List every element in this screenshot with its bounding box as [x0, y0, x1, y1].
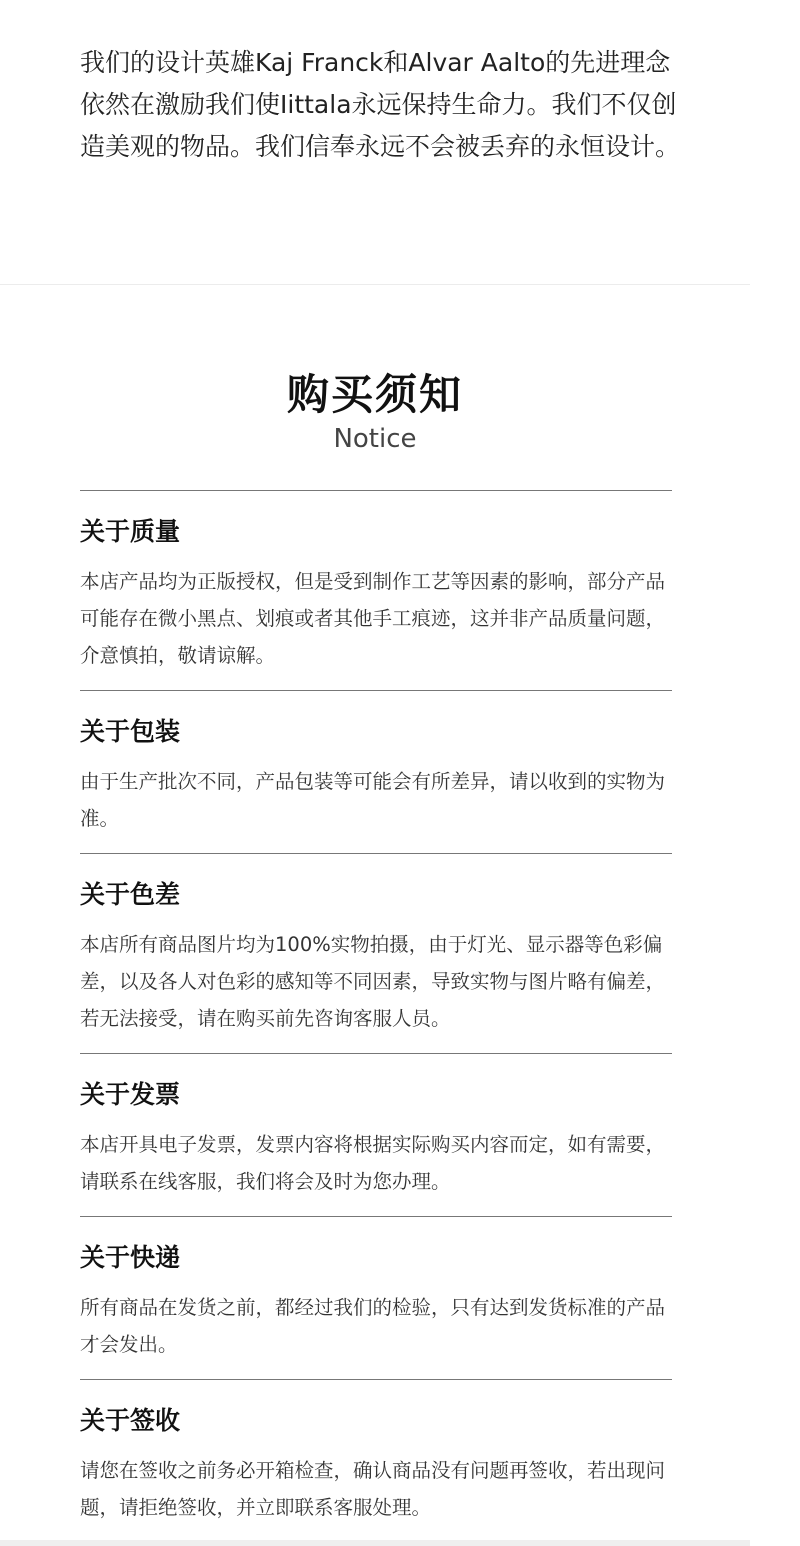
section-heading: 关于快递: [80, 1243, 181, 1272]
notice-section-shipping: [80, 1216, 672, 1379]
section-body: 本店产品均为正版授权，但是受到制作工艺等因素的影响，部分产品可能存在微小黑点、划痕或者其他手工痕迹，这并非产品质量问题，介意慎拍，敬请谅解。: [80, 570, 666, 667]
section-body: 本店所有商品图片均为100%实物拍摄，由于灯光、显示器等色彩偏差，以及各人对色彩的感知等不同因素，导致实物与图片略有偏差，若无法接受，请在购买前先咨询客服人员。: [80, 933, 666, 1030]
notice-subtitle: Notice: [333, 424, 417, 454]
notice-title: 购买须知: [286, 370, 463, 419]
section-heading: 关于签收: [80, 1406, 181, 1435]
section-heading: 关于质量: [80, 517, 181, 546]
notice-section-quality: [80, 490, 672, 690]
section-body: 请您在签收之前务必开箱检查，确认商品没有问题再签收，若出现问题，请拒绝签收，并立即联系客服处理。: [80, 1459, 666, 1519]
section-body: 由于生产批次不同，产品包装等可能会有所差异，请以收到的实物为准。: [80, 770, 666, 830]
notice-section-packaging: [80, 690, 672, 853]
section-body: 所有商品在发货之前，都经过我们的检验，只有达到发货标准的产品才会发出。: [80, 1296, 666, 1356]
notice-section-receipt: [80, 1379, 672, 1542]
notice-sections: [80, 490, 672, 1542]
notice-section-color-difference: [80, 853, 672, 1053]
bottom-divider: [0, 1540, 750, 1546]
brand-intro-text: 我们的设计英雄Kaj Franck和Alvar Aalto的先进理念依然在激励我们使Iittala永远保持生命力。我们不仅创造美观的物品。我们信奉永远不会被丢弃的永恒设计。: [80, 48, 681, 161]
section-heading: 关于发票: [80, 1080, 181, 1109]
section-divider: [0, 284, 750, 285]
section-heading: 关于包装: [80, 717, 181, 746]
section-body: 本店开具电子发票，发票内容将根据实际购买内容而定，如有需要，请联系在线客服，我们将会及时为您办理。: [80, 1133, 666, 1193]
notice-section-invoice: [80, 1053, 672, 1216]
section-heading: 关于色差: [80, 880, 181, 909]
